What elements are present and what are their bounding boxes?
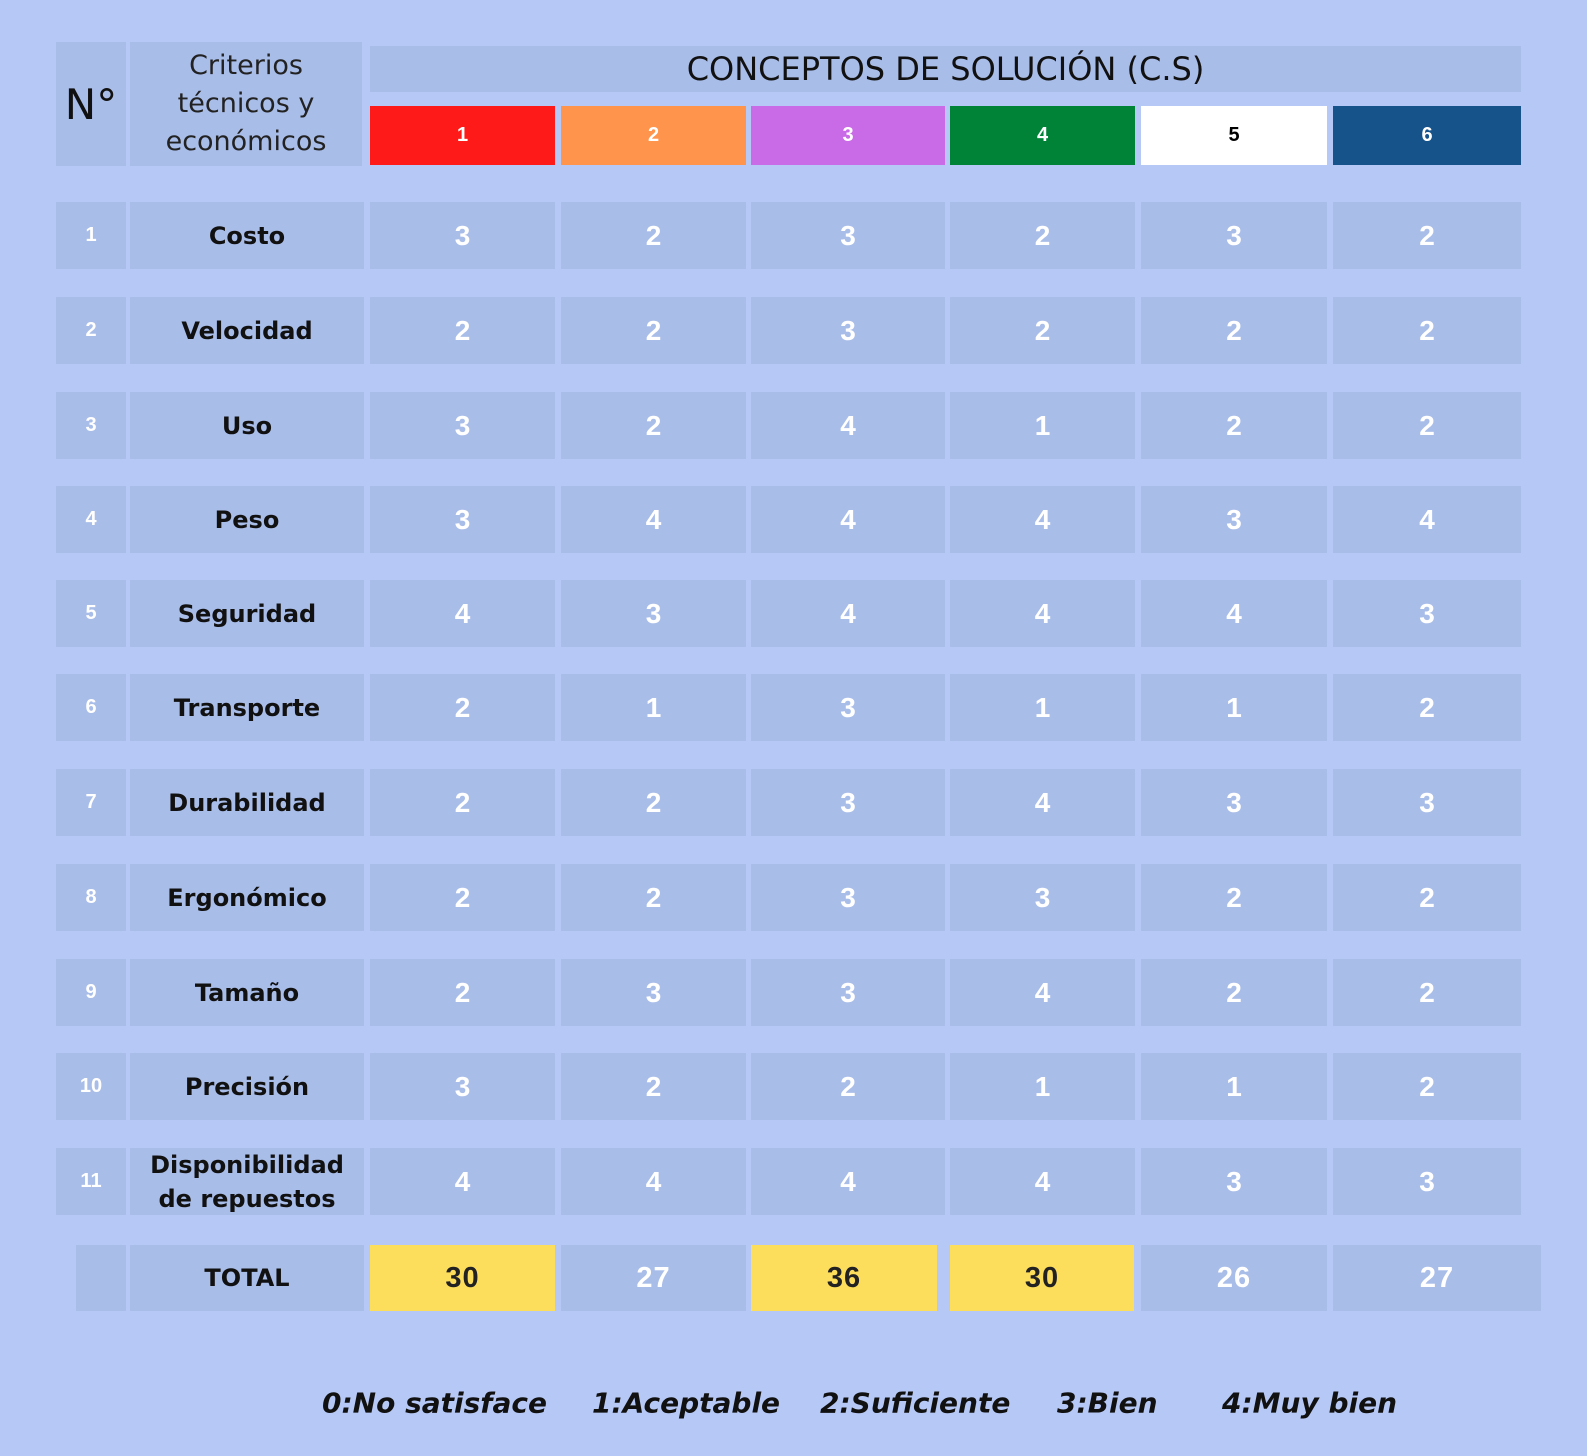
score-cell-text: 3 — [1226, 503, 1242, 535]
score-cell-text: 2 — [454, 691, 471, 723]
score-cell — [950, 297, 1135, 364]
total-value — [1141, 1245, 1327, 1311]
score-cell-text: 4 — [1034, 976, 1051, 1008]
score-cell-text: 4 — [840, 503, 856, 535]
score-cell-text: 4 — [645, 1165, 662, 1197]
score-cell — [1333, 486, 1521, 553]
score-cell-text: 4 — [1034, 786, 1051, 818]
header-title — [370, 46, 1521, 92]
criterion-cell-text: Durabilidad — [168, 788, 326, 817]
score-cell — [561, 1148, 746, 1215]
row-number-text: 4 — [85, 508, 97, 530]
total-value — [751, 1245, 937, 1311]
total-value-text: 30 — [1024, 1261, 1060, 1294]
score-cell-text: 3 — [1226, 219, 1242, 251]
score-cell-text: 4 — [1034, 503, 1051, 535]
score-cell — [950, 486, 1135, 553]
score-cell — [751, 769, 945, 836]
header-criteria — [130, 42, 362, 166]
concept-header-3 — [751, 106, 945, 165]
score-cell-text: 3 — [454, 1070, 471, 1102]
score-cell — [561, 769, 746, 836]
total-value — [370, 1245, 555, 1311]
score-cell-text: 2 — [1419, 219, 1435, 251]
score-cell — [751, 1053, 945, 1120]
concept-header-4 — [950, 106, 1135, 165]
score-cell-text: 2 — [454, 881, 471, 913]
concept-header-2-text: 2 — [647, 124, 660, 146]
concept-header-3-text: 3 — [842, 124, 854, 146]
score-cell-text: 2 — [1226, 881, 1242, 913]
concept-header-6 — [1333, 106, 1521, 165]
score-cell-text: 4 — [1226, 597, 1242, 629]
score-cell — [1141, 202, 1327, 269]
criterion-cell — [130, 959, 364, 1026]
score-cell — [561, 392, 746, 459]
row-number — [56, 769, 126, 836]
legend-item: 0:No satisface — [322, 1386, 547, 1420]
score-cell-text: 2 — [645, 409, 662, 441]
score-cell — [561, 1053, 746, 1120]
score-cell — [561, 202, 746, 269]
score-cell — [950, 864, 1135, 931]
score-cell-text: 3 — [454, 503, 471, 535]
score-cell — [1141, 864, 1327, 931]
row-number-text: 6 — [85, 696, 97, 718]
criterion-cell-text: Costo — [208, 221, 286, 250]
score-cell-text: 3 — [645, 976, 662, 1008]
score-cell — [751, 202, 945, 269]
score-cell-text: 2 — [454, 786, 471, 818]
legend-item: 1:Aceptable — [592, 1386, 781, 1420]
total-value-text: 27 — [636, 1261, 671, 1294]
criterion-cell — [130, 769, 364, 836]
score-cell-text: 3 — [454, 219, 471, 251]
criterion-cell-text: Velocidad — [181, 316, 313, 345]
score-cell-text: 3 — [1226, 786, 1242, 818]
score-cell — [1333, 959, 1521, 1026]
score-cell-text: 1 — [1226, 691, 1242, 723]
score-cell-text: 3 — [1226, 1165, 1242, 1197]
concept-header-1 — [370, 106, 555, 165]
score-cell-text: 3 — [840, 976, 856, 1008]
legend-item: 2:Suficiente — [820, 1386, 1011, 1420]
score-cell-text: 3 — [645, 597, 662, 629]
score-cell — [1333, 297, 1521, 364]
score-cell — [751, 392, 945, 459]
score-cell — [1141, 674, 1327, 741]
score-cell — [1141, 580, 1327, 647]
criterion-cell — [130, 297, 364, 364]
row-number — [56, 864, 126, 931]
row-number-text: 5 — [85, 602, 97, 624]
score-cell-text: 4 — [1034, 597, 1051, 629]
total-value-text: 26 — [1216, 1261, 1252, 1294]
score-cell-text: 3 — [1034, 881, 1051, 913]
score-cell — [370, 959, 555, 1026]
score-cell-text: 2 — [645, 219, 662, 251]
header-criteria-line: Criterios — [189, 50, 303, 81]
score-cell-text: 3 — [840, 881, 856, 913]
row-number — [56, 674, 126, 741]
criterion-cell-text: Transporte — [173, 693, 321, 722]
row-number-text: 9 — [85, 981, 97, 1003]
score-cell-text: 4 — [840, 1165, 856, 1197]
criterion-cell-text: Uso — [221, 411, 273, 440]
score-cell — [1141, 959, 1327, 1026]
row-number-text: 7 — [85, 791, 97, 813]
legend-item: 3:Bien — [1057, 1386, 1158, 1420]
score-cell-text: 2 — [1419, 691, 1435, 723]
row-number-text: 11 — [80, 1170, 102, 1192]
score-cell-text: 2 — [645, 1070, 662, 1102]
total-value-text: 30 — [445, 1261, 480, 1294]
row-number — [56, 959, 126, 1026]
score-cell — [561, 297, 746, 364]
score-cell — [1141, 392, 1327, 459]
score-cell — [950, 1053, 1135, 1120]
score-cell — [950, 392, 1135, 459]
score-cell — [950, 1148, 1135, 1215]
score-cell — [950, 202, 1135, 269]
score-cell-text: 3 — [840, 219, 856, 251]
header-criteria-line: económicos — [165, 126, 327, 157]
score-cell — [1141, 769, 1327, 836]
score-cell-text: 1 — [1226, 1070, 1242, 1102]
score-cell — [1141, 1148, 1327, 1215]
score-cell — [950, 580, 1135, 647]
score-cell — [1333, 580, 1521, 647]
criterion-cell-text: Disponibilidad de repuestos — [150, 1150, 344, 1213]
score-cell-text: 3 — [1419, 597, 1435, 629]
score-cell-text: 4 — [1419, 503, 1435, 535]
header-number — [56, 42, 126, 166]
header-title-label: CONCEPTOS DE SOLUCIÓN (C.S) — [686, 50, 1205, 88]
score-cell — [1141, 297, 1327, 364]
score-cell — [1333, 202, 1521, 269]
score-cell — [1141, 486, 1327, 553]
row-number — [56, 486, 126, 553]
score-cell — [370, 769, 555, 836]
criterion-cell-text: Ergonómico — [167, 883, 327, 912]
total-value — [950, 1245, 1134, 1311]
score-cell-text: 2 — [1419, 1070, 1435, 1102]
score-cell — [751, 864, 945, 931]
criterion-cell — [130, 864, 364, 931]
score-cell — [950, 674, 1135, 741]
legend-item: 4:Muy bien — [1222, 1386, 1398, 1420]
score-cell — [561, 674, 746, 741]
score-cell-text: 4 — [454, 597, 471, 629]
score-cell-text: 1 — [1034, 691, 1051, 723]
criterion-cell — [130, 1148, 364, 1215]
score-cell-text: 1 — [1034, 409, 1051, 441]
score-cell-text: 3 — [840, 691, 856, 723]
score-cell — [561, 959, 746, 1026]
score-cell — [1333, 769, 1521, 836]
score-cell — [751, 674, 945, 741]
score-cell — [370, 674, 555, 741]
score-cell-text: 2 — [454, 314, 471, 346]
score-cell — [1333, 1148, 1521, 1215]
row-number-text: 1 — [85, 224, 97, 246]
criterion-cell — [130, 392, 364, 459]
row-number — [56, 297, 126, 364]
score-cell-text: 4 — [454, 1165, 471, 1197]
score-cell-text: 4 — [645, 503, 662, 535]
score-cell-text: 3 — [840, 786, 856, 818]
score-cell — [370, 297, 555, 364]
score-cell — [370, 1053, 555, 1120]
row-number — [56, 202, 126, 269]
criterion-cell-text: Precisión — [184, 1072, 310, 1101]
row-number-text: 2 — [85, 319, 97, 341]
score-cell-text: 3 — [1419, 786, 1435, 818]
total-value-text: 36 — [826, 1261, 862, 1294]
score-cell — [1141, 1053, 1327, 1120]
total-label-text: TOTAL — [204, 1264, 290, 1292]
score-cell — [1333, 392, 1521, 459]
row-number-text: 3 — [85, 414, 97, 436]
header-number-label: N° — [64, 79, 118, 129]
score-cell — [370, 202, 555, 269]
criterion-cell-text: Seguridad — [177, 599, 317, 628]
score-cell — [751, 1148, 945, 1215]
row-number-text: 8 — [85, 886, 97, 908]
criterion-cell-text: Tamaño — [194, 978, 300, 1007]
total-blank-cell — [76, 1245, 126, 1311]
score-cell — [370, 486, 555, 553]
score-cell — [950, 769, 1135, 836]
total-value-text: 27 — [1419, 1261, 1455, 1294]
score-cell-text: 2 — [1034, 314, 1051, 346]
score-cell — [370, 1148, 555, 1215]
score-cell-text: 2 — [1419, 409, 1435, 441]
criterion-cell — [130, 1053, 364, 1120]
score-cell-text: 3 — [1419, 1165, 1435, 1197]
score-cell-text: 3 — [840, 314, 856, 346]
header-criteria-label — [166, 47, 327, 161]
score-cell-text: 2 — [645, 314, 662, 346]
score-cell-text: 2 — [1226, 314, 1242, 346]
score-cell — [1333, 1053, 1521, 1120]
score-cell-text: 2 — [1034, 219, 1051, 251]
criterion-cell — [130, 486, 364, 553]
concept-header-5 — [1141, 106, 1327, 165]
score-cell-text: 1 — [645, 691, 662, 723]
score-cell — [1333, 674, 1521, 741]
row-number-text: 10 — [79, 1075, 103, 1097]
score-cell-text: 2 — [1419, 976, 1435, 1008]
row-number — [56, 1053, 126, 1120]
score-cell — [561, 486, 746, 553]
row-number — [56, 392, 126, 459]
total-label — [130, 1245, 364, 1311]
score-cell — [561, 580, 746, 647]
criterion-cell — [130, 202, 364, 269]
score-cell-text: 2 — [1226, 409, 1242, 441]
score-cell-text: 1 — [1034, 1070, 1051, 1102]
score-cell-text: 4 — [1034, 1165, 1051, 1197]
total-value — [561, 1245, 746, 1311]
score-cell — [751, 486, 945, 553]
score-cell-text: 2 — [1226, 976, 1242, 1008]
score-cell-text: 2 — [645, 881, 662, 913]
score-cell-text: 2 — [454, 976, 471, 1008]
score-cell-text: 2 — [1419, 881, 1435, 913]
row-number — [56, 1148, 126, 1215]
concept-header-2 — [561, 106, 746, 165]
criterion-cell-text: Peso — [214, 505, 280, 534]
criterion-cell — [130, 674, 364, 741]
score-cell — [370, 864, 555, 931]
score-cell-text: 2 — [840, 1070, 856, 1102]
score-cell — [751, 959, 945, 1026]
criterion-cell — [130, 580, 364, 647]
row-number — [56, 580, 126, 647]
score-cell-text: 4 — [840, 409, 856, 441]
score-cell — [950, 959, 1135, 1026]
score-cell — [751, 297, 945, 364]
score-cell-text: 2 — [1419, 314, 1435, 346]
score-cell-text: 2 — [645, 786, 662, 818]
concept-header-1-text: 1 — [456, 124, 469, 146]
score-cell — [561, 864, 746, 931]
score-cell — [370, 580, 555, 647]
score-cell — [751, 580, 945, 647]
total-value — [1333, 1245, 1541, 1311]
score-cell-text: 4 — [840, 597, 856, 629]
score-cell-text: 3 — [454, 409, 471, 441]
concept-header-4-text: 4 — [1036, 124, 1049, 146]
score-cell — [1333, 864, 1521, 931]
header-criteria-line: técnicos y — [177, 88, 315, 119]
concept-header-5-text: 5 — [1228, 124, 1240, 146]
score-cell — [370, 392, 555, 459]
concept-header-6-text: 6 — [1421, 124, 1433, 146]
